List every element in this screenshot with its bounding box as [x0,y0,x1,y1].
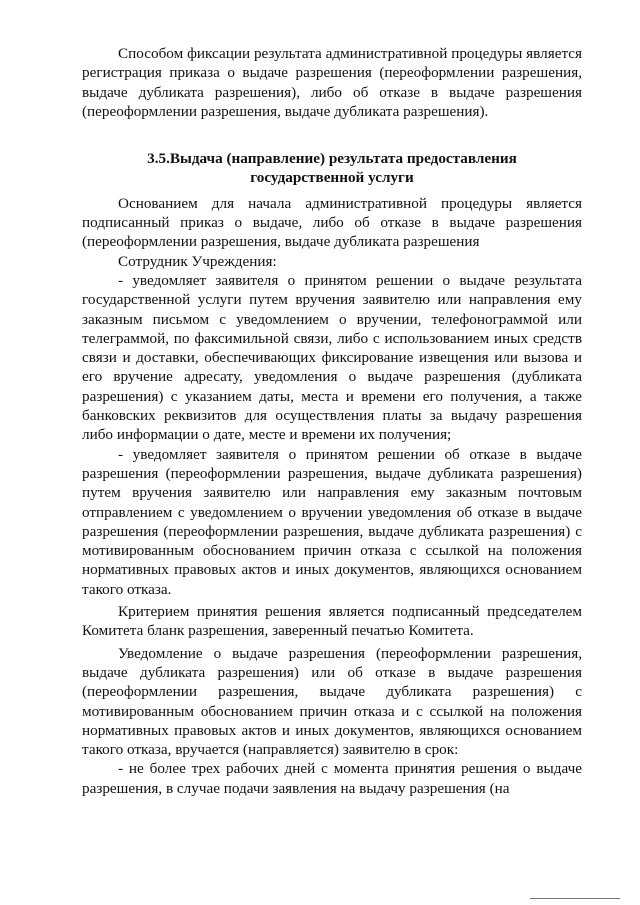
paragraph-notify-positive: - уведомляет заявителя о принятом решении о выдаче результата государственной услуги путем вручения заявителю или направления ему заказным письмом с уведомлением о вручении, телефонограммой или телеграммой, по факсимильной связи, либо с использованием иных средств связи и доставки, обеспечивающих фиксирование извещения или вызова и его вручение адресату, уведомления о выдаче разрешения (дубликата разрешения) с указанием даты, места и времени его получения, а также банковских реквизитов для осуществления платы за выдачу разрешения либо информации о дате, месте и времени их получения; [82,271,582,444]
section-heading-line-1: 3.5.Выдача (направление) результата предоставления [147,150,517,168]
paragraph-basis: Основанием для начала административной процедуры является подписанный приказ о выдаче, либо об отказе в выдаче разрешения (переоформлении разрешения, выдаче дубликата разрешения [82,194,582,251]
paragraph-deadline: - не более трех рабочих дней с момента принятия решения о выдаче разрешения, в случае подачи заявления на выдачу разрешения (на [82,760,582,797]
paragraph-fixation-method: Способом фиксации результата административной процедуры является регистрация приказа о выдаче разрешения (переоформлении разрешения, выдаче дубликата разрешения), либо об отказе в выдаче разрешения (переоформлении разрешения, выдаче дубликата разрешения). [82,45,582,120]
paragraph-employee: Сотрудник Учреждения: [118,252,277,270]
section-heading [82,149,582,188]
paragraph-notify-refusal: - уведомляет заявителя о принятом решении об отказе в выдаче разрешения (переоформлении разрешения, выдаче дубликата разрешения) путем вручения заявителю или направления ему заказным почтовым отправлением с уведомлением о вручении уведомления об отказе в выдаче разрешения (переоформлении разрешения, выдаче дубликата разрешения) с мотивированным обоснованием причин отказа с ссылкой на положения нормативных правовых актов и иных документов, являющихся основанием такого отказа. [82,445,582,598]
paragraph-criterion: Критерием принятия решения является подписанный председателем Комитета бланк разрешения, заверенный печатью Комитета. [82,603,582,640]
scan-edge-line [530,898,620,899]
section-heading-line-2: государственной услуги [250,169,414,187]
paragraph-notice-delivery: Уведомление о выдаче разрешения (переоформлении разрешения, выдаче дубликата разрешения) или об отказе в выдаче разрешения (переоформлении разрешения, выдаче дубликата разрешения) с мотивированным обоснованием причин отказа и с ссылкой на положения нормативных правовых актов и иных документов, являющихся основанием такого отказа, вручается (направляется) заявителю в срок: [82,644,582,759]
